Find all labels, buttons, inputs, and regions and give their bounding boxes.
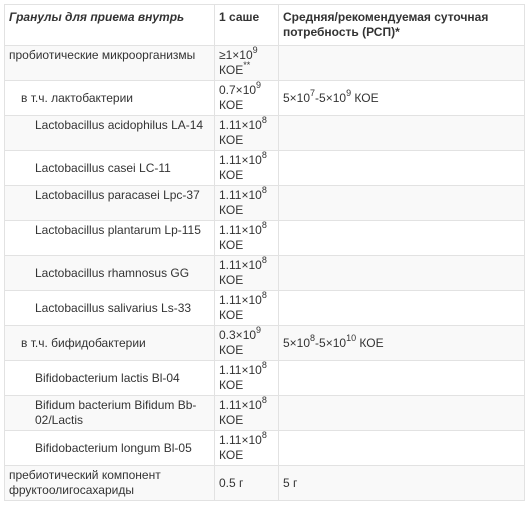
table-row (5, 326, 525, 361)
row-rsp (279, 151, 525, 186)
row-name: Bifidobacterium longum Bl-05 (5, 431, 215, 466)
row-rsp (279, 46, 525, 81)
row-name: Bifidobacterium lactis Bl-04 (5, 361, 215, 396)
row-dose: $1.11\times 10^8$ КОЕ (215, 396, 279, 431)
table-row (5, 151, 525, 186)
row-name: Lactobacillus casei LC-11 (5, 151, 215, 186)
row-name: Lactobacillus acidophilus LA-14 (5, 116, 215, 151)
table-row (5, 221, 525, 256)
row-dose: $1.11\times 10^8$ КОЕ (215, 361, 279, 396)
row-rsp: $5\times 10^7-5\times 10^9$ КОЕ (279, 81, 525, 116)
row-rsp (279, 396, 525, 431)
table-row (5, 431, 525, 466)
table-row (5, 116, 525, 151)
row-dose: $1.11\times 10^8$ КОЕ (215, 221, 279, 256)
row-rsp (279, 361, 525, 396)
row-rsp: 5 г (279, 466, 525, 501)
row-dose: $\ge 1\times 10^9$ КОЕ** (215, 46, 279, 81)
table-row (5, 291, 525, 326)
row-name: в т.ч. лактобактерии (5, 81, 215, 116)
row-dose: $1.11\times 10^8$ КОЕ (215, 291, 279, 326)
row-rsp (279, 431, 525, 466)
row-name: Bifidum bacterium Bifidum Bb-02/Lactis (5, 396, 215, 431)
row-rsp (279, 186, 525, 221)
row-rsp (279, 256, 525, 291)
row-name: Lactobacillus paracasei Lpc-37 (5, 186, 215, 221)
row-name: Lactobacillus rhamnosus GG (5, 256, 215, 291)
row-rsp: $5\times 10^8-5\times 10^{10}$ КОЕ (279, 326, 525, 361)
row-name: Lactobacillus salivarius Ls-33 (5, 291, 215, 326)
row-dose: 0.5 г (215, 466, 279, 501)
row-name: в т.ч. бифидобактерии (5, 326, 215, 361)
header-sachet: 1 саше (215, 5, 279, 46)
row-dose: $1.11\times 10^8$ КОЕ (215, 151, 279, 186)
row-name: пребиотический компонент фруктоолигосахариды (5, 466, 215, 501)
table-row (5, 186, 525, 221)
table-row (5, 81, 525, 116)
row-name: пробиотические микроорганизмы (5, 46, 215, 81)
composition-table (4, 4, 525, 501)
header-rsp: Средняя/рекомендуемая суточная потребность (РСП)* (279, 5, 525, 46)
row-dose: $1.11\times 10^8$ КОЕ (215, 431, 279, 466)
row-rsp (279, 291, 525, 326)
row-rsp (279, 116, 525, 151)
row-dose: $0.3\times 10^9$ КОЕ (215, 326, 279, 361)
row-rsp (279, 221, 525, 256)
table-row (5, 361, 525, 396)
row-name: Lactobacillus plantarum Lp-115 (5, 221, 215, 256)
table-row (5, 396, 525, 431)
row-dose: $0.7\times 10^9$ КОЕ (215, 81, 279, 116)
table-row (5, 46, 525, 81)
row-dose: $1.11\times 10^8$ КОЕ (215, 116, 279, 151)
table-row (5, 256, 525, 291)
row-dose: $1.11\times 10^8$ КОЕ (215, 256, 279, 291)
row-dose: $1.11\times 10^8$ КОЕ (215, 186, 279, 221)
table-header-row (5, 5, 525, 46)
header-granules: Гранулы для приема внутрь (5, 5, 215, 46)
table-row (5, 466, 525, 501)
